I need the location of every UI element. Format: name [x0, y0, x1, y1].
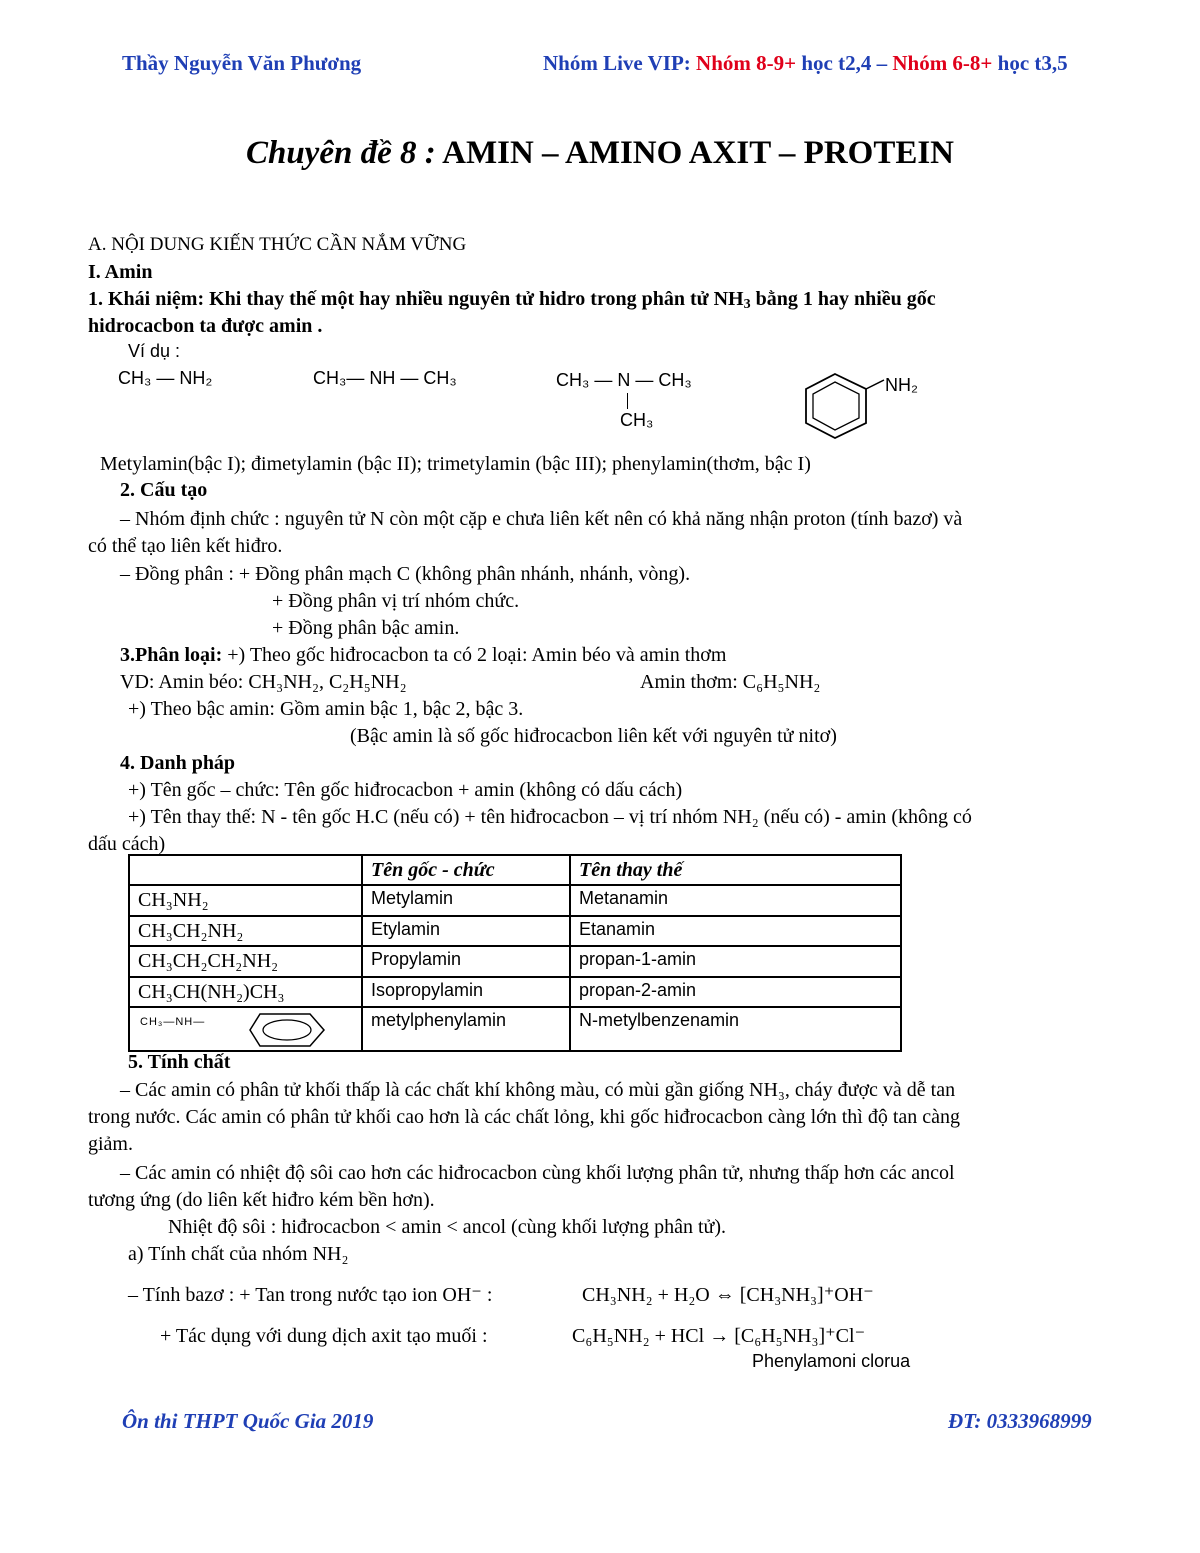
basicity-line-2: + Tác dụng với dung dịch axit tạo muối : [160, 1325, 488, 1347]
properties-p2-line-1: – Các amin có nhiệt độ sôi cao hơn các hiđrocacbon cùng khối lượng phân tử, nhưng thấp hơn các ancol [120, 1162, 955, 1184]
classification-vd-fat: CH₃NH₂, C₂H₅NH₂ [248, 671, 407, 693]
basicity-equation-2: C₆H₅NH₂ + HCl → [C₆H₅NH₃]⁺Cl⁻ [572, 1325, 866, 1347]
group-info [543, 50, 1068, 78]
group-a: Nhóm 8-9+ [696, 51, 797, 75]
table-row [129, 1007, 901, 1051]
table-cell: CH₃CH₂NH₂ [129, 916, 362, 946]
table-row [129, 916, 901, 946]
salt-name: Phenylamoni clorua [752, 1351, 911, 1371]
table-cell: Metylamin [362, 885, 570, 915]
table-cell: Propylamin [362, 946, 570, 976]
definition-line-1 [88, 286, 936, 312]
properties-p1-line-1: – Các amin có phân tử khối thấp là các chất khí không màu, có mùi gần giống NH₃, cháy được và dễ tan [120, 1079, 956, 1101]
benzene-ring-icon [800, 368, 940, 444]
footer-exam: Ôn thi THPT Quốc Gia 2019 [122, 1409, 374, 1433]
formula-methylamine: CH₃ — NH₂ [118, 368, 213, 388]
classification-text: +) Theo gốc hiđrocacbon ta có 2 loại: Amin béo và amin thơm [227, 644, 727, 666]
table-cell: Etanamin [570, 916, 901, 946]
basicity-line-1 [128, 1282, 492, 1308]
group-b: Nhóm 6-8+ [892, 51, 993, 75]
structure-line-4: + Đồng phân vị trí nhóm chức. [272, 590, 520, 612]
classification-example [120, 669, 407, 695]
nomenclature-line-2: +) Tên thay thế: N - tên gốc H.C (nếu có) + tên hiđrocacbon – vị trí nhóm NH₂ (nếu có) - amin (không có [128, 806, 972, 828]
table-cell: metylphenylamin [362, 1007, 570, 1051]
formula-trimethylamine-bottom: CH₃ [620, 410, 654, 430]
classification-line-2: +) Theo bậc amin: Gồm amin bậc 1, bậc 2, bậc 3. [128, 698, 524, 720]
nomenclature-heading: 4. Danh pháp [120, 752, 236, 774]
boiling-point-order: Nhiệt độ sôi : hiđrocacbon < amin < ancol (cùng khối lượng phân tử). [168, 1216, 727, 1238]
section-a-heading: A. NỘI DUNG KIẾN THỨC CẦN NẮM VỮNG [88, 234, 467, 255]
structure-line-5: + Đồng phân bậc amin. [272, 617, 460, 639]
definition-sub: 3 [743, 296, 751, 312]
title-main: AMIN – AMINO AXIT – PROTEIN [442, 135, 955, 171]
basicity-label-1: – Tính bazơ : + Tan trong nước tạo ion OH⁻ : [128, 1284, 493, 1306]
page-title [0, 132, 1200, 176]
structure-line-2: có thể tạo liên kết hiđro. [88, 535, 283, 557]
definition-text-1: Khi thay thế một hay nhiều nguyên tử hidro trong phân tử NH [209, 288, 744, 310]
definition-text-2: bằng 1 hay nhiều gốc [755, 288, 936, 310]
table-cell: N-metylbenzenamin [570, 1007, 901, 1051]
bond-vertical [627, 393, 628, 409]
table-header-cell [129, 855, 362, 885]
properties-p1-line-3: giảm. [88, 1133, 133, 1155]
table-header-row [129, 855, 901, 885]
group-a-schedule: học t2,4 – [801, 51, 888, 75]
definition-line-2: hidrocacbon ta được amin . [88, 315, 323, 337]
classification-line-1 [120, 642, 726, 668]
properties-p2-line-2: tương ứng (do liên kết hiđro kém bền hơn). [88, 1189, 435, 1211]
benzene-ring-icon [248, 1012, 326, 1048]
example-label: Ví dụ : [128, 341, 181, 361]
classification-vd-label: VD: Amin béo: [120, 671, 244, 693]
table-header-cell: Tên gốc - chức [362, 855, 570, 885]
footer-phone: ĐT: 0333968999 [948, 1409, 1092, 1433]
nh2-group-heading: a) Tính chất của nhóm NH₂ [128, 1243, 349, 1265]
section-amin-heading: I. Amin [88, 261, 153, 283]
group-b-schedule: học t3,5 [997, 51, 1068, 75]
table-cell: propan-2-amin [570, 977, 901, 1007]
structure-heading: 2. Cấu tạo [120, 479, 208, 501]
structure-line-3: – Đồng phân : + Đồng phân mạch C (không phân nhánh, nhánh, vòng). [120, 563, 691, 585]
properties-heading: 5. Tính chất [128, 1051, 231, 1073]
structure-line-1: – Nhóm định chức : nguyên tử N còn một cặp e chưa liên kết nên có khả năng nhận proton (tính bazơ) và [120, 508, 963, 530]
nomenclature-line-3: dấu cách) [88, 833, 166, 855]
table-cell: Isopropylamin [362, 977, 570, 1007]
formula-trimethylamine: CH₃ — N — CH₃ [556, 370, 692, 390]
nomenclature-line-1: +) Tên gốc – chức: Tên gốc hiđrocacbon + amin (không có dấu cách) [128, 779, 683, 801]
table-row [129, 946, 901, 976]
table-cell: propan-1-amin [570, 946, 901, 976]
table-row [129, 977, 901, 1007]
formula-phenylamine-nh2: NH₂ [885, 375, 918, 395]
example-names: Metylamin(bậc I); đimetylamin (bậc II); trimetylamin (bậc III); phenylamin(thơm, bậc I) [100, 453, 811, 475]
properties-p1-line-2: trong nước. Các amin có phân tử khối cao hơn là các chất lỏng, khi gốc hiđrocacbon càng lớn thì độ tan càng [88, 1106, 961, 1128]
basicity-equation-1: CH₃NH₂ + H₂O ⇔ [CH₃NH₃]⁺OH⁻ [582, 1284, 874, 1306]
formula-dimethylamine: CH₃— NH — CH₃ [313, 368, 457, 388]
classification-line-3: (Bậc amin là số gốc hiđrocacbon liên kết với nguyên tử nitơ) [350, 725, 837, 747]
table-cell: Etylamin [362, 916, 570, 946]
teacher-name: Thầy Nguyễn Văn Phương [122, 51, 362, 75]
table-row [129, 885, 901, 915]
table-cell-structure [129, 1007, 362, 1051]
table-structure-text: CH₃—NH— [140, 1015, 206, 1028]
table-cell: CH₃CH(NH₂)CH₃ [129, 977, 362, 1007]
nomenclature-table [128, 854, 902, 1052]
table-cell: Metanamin [570, 885, 901, 915]
table-cell: CH₃NH₂ [129, 885, 362, 915]
classification-vd-aromatic: Amin thơm: C₆H₅NH₂ [640, 671, 821, 693]
definition-label: 1. Khái niệm: [88, 288, 205, 310]
table-cell: CH₃CH₂CH₂NH₂ [129, 946, 362, 976]
table-header-cell: Tên thay thế [570, 855, 901, 885]
classification-heading: 3.Phân loại: [120, 644, 223, 666]
title-prefix: Chuyên đề 8 : [245, 135, 436, 171]
group-label: Nhóm Live VIP: [543, 51, 691, 75]
